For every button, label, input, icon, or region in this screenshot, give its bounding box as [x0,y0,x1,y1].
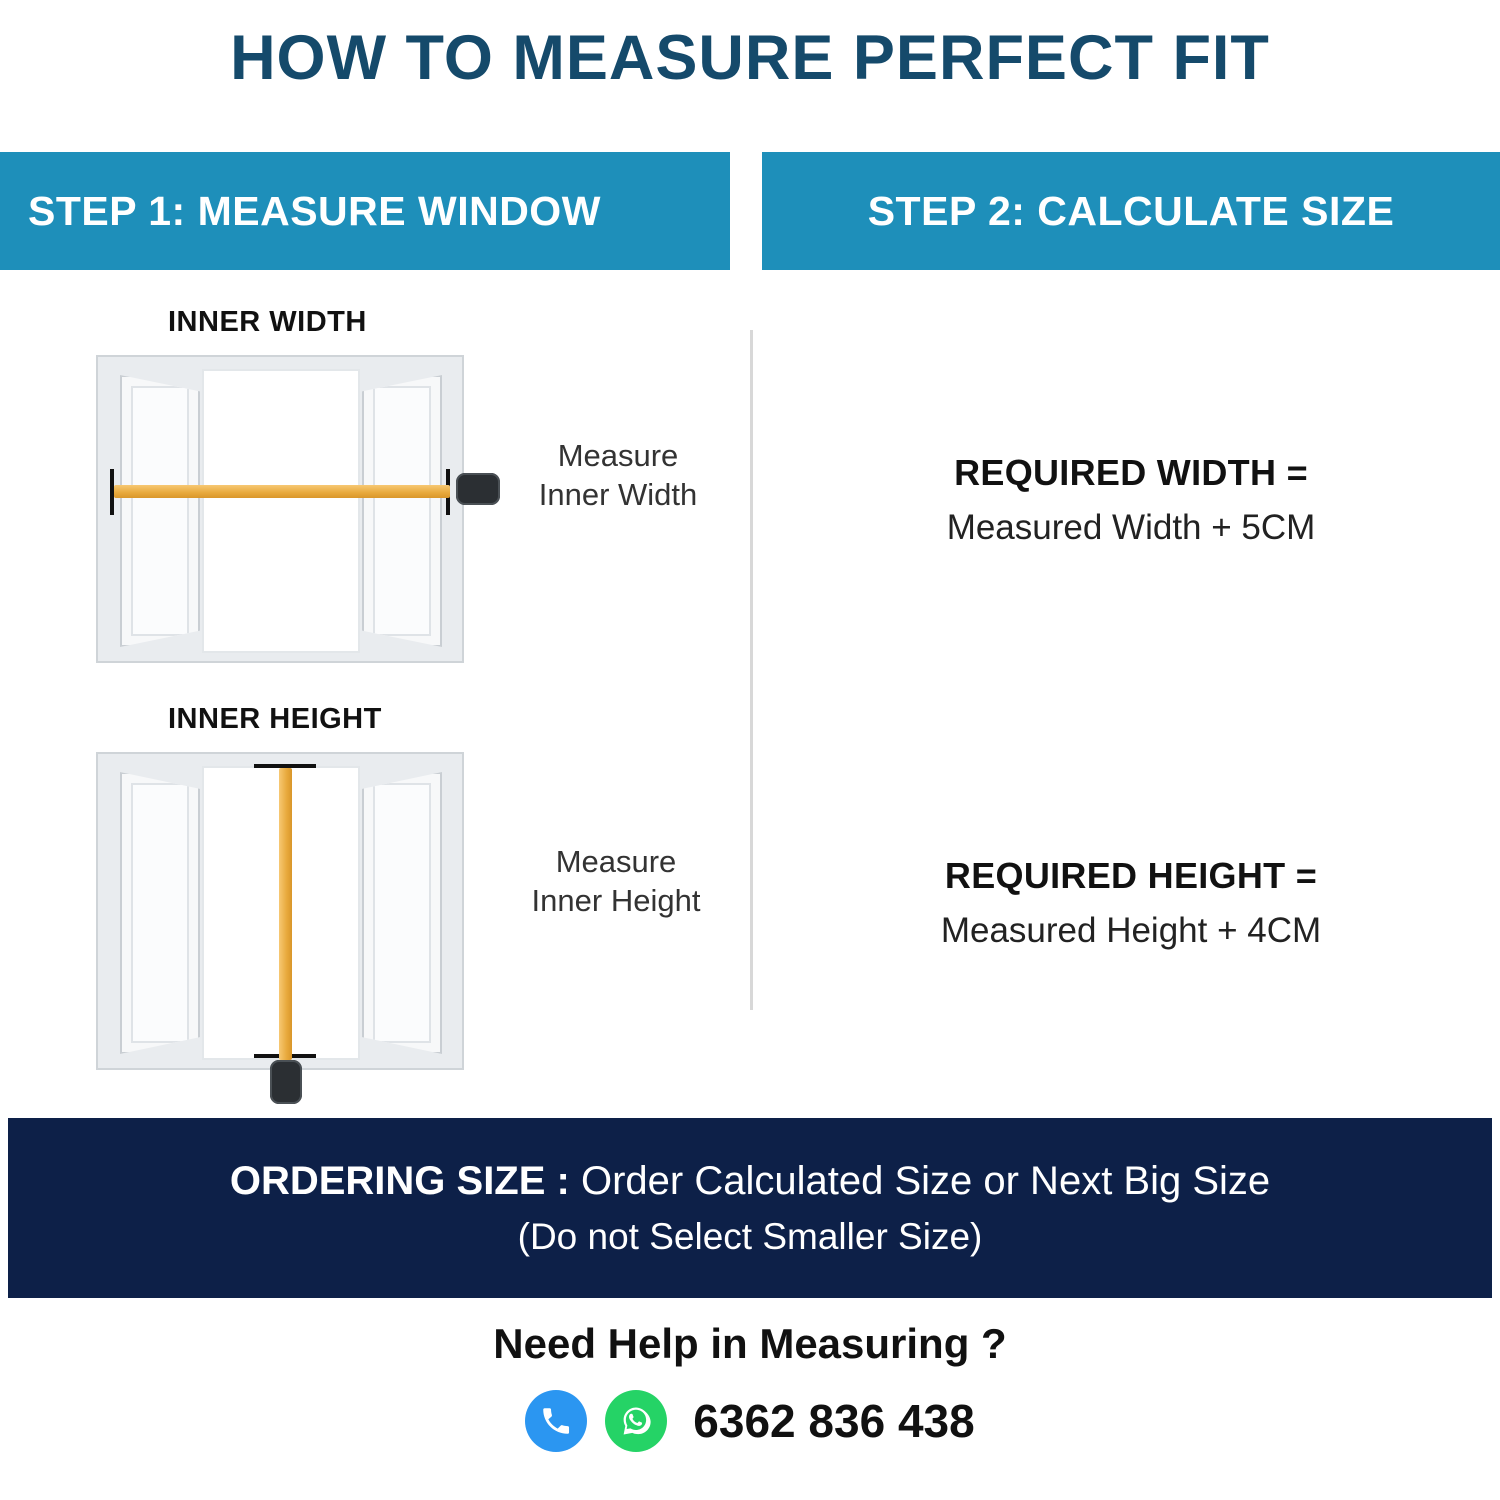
window-left-leaf-icon [120,375,200,647]
window-diagram-width [96,355,464,663]
phone-icon[interactable] [525,1390,587,1452]
measure-inner-width-label: Measure Inner Width [538,438,698,512]
tape-case-icon [456,473,500,505]
phone-number[interactable]: 6362 836 438 [693,1395,975,1447]
ordering-size-label: ORDERING SIZE : [229,1158,570,1203]
tape-case-icon [270,1060,302,1104]
inner-width-caption: INNER WIDTH [168,306,367,338]
step-1-header [0,152,730,270]
tape-measure-vertical-icon [279,768,292,1060]
help-title: Need Help in Measuring ? [493,1320,1007,1367]
step-1-label: STEP 1: MEASURE WINDOW [28,187,601,234]
window-right-leaf-icon [362,772,442,1054]
step-2-label: STEP 2: CALCULATE SIZE [867,187,1395,234]
required-width-sub: Measured Width + 5CM [946,508,1316,547]
whatsapp-icon[interactable] [605,1390,667,1452]
window-right-leaf-icon [362,375,442,647]
ordering-size-note: (Do not Select Smaller Size) [517,1215,983,1257]
window-opening [202,369,360,653]
required-height-head: REQUIRED HEIGHT = [944,855,1318,896]
required-width-head: REQUIRED WIDTH = [954,452,1308,493]
window-left-leaf-icon [120,772,200,1054]
measure-inner-height-label: Measure Inner Height [531,844,701,918]
ordering-size-banner [8,1118,1492,1298]
window-diagram-height [96,752,464,1070]
inner-height-caption: INNER HEIGHT [168,703,382,735]
ordering-size-text: Order Calculated Size or Next Big Size [569,1158,1271,1203]
ordering-size-line [230,1159,1270,1204]
required-height-sub: Measured Height + 4CM [940,911,1322,950]
required-width-formula [762,452,1500,548]
tape-measure-horizontal-icon [114,485,450,498]
contact-row [0,1390,1500,1452]
required-height-formula [762,855,1500,951]
step-2-header [762,152,1500,270]
page-title: HOW TO MEASURE PERFECT FIT [230,23,1270,93]
column-divider [750,330,753,1010]
